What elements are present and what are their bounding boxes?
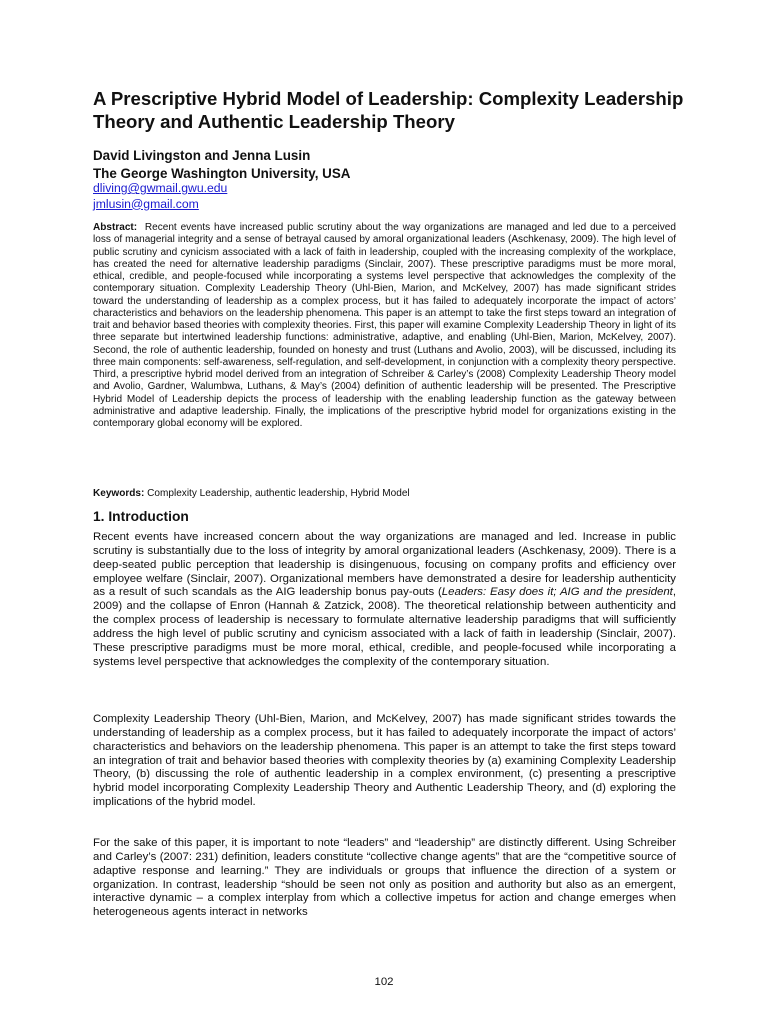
abstract xyxy=(93,222,676,430)
introduction-paragraph-1 xyxy=(93,531,676,669)
keywords-text: Complexity Leadership, authentic leadership, Hybrid Model xyxy=(147,488,410,499)
abstract-text: Recent events have increased public scrutiny about the way organizations are managed and led due to a perceived loss of managerial integrity and a sense of betrayal caused by amoral organizational leaders (Aschkenasy, 2009). The high level of public scrutiny and cynicism associated with a lack of faith in leadership, coupled with the increasing complexity of the workplace, has created the need for alternative leadership paradigms (Sinclair, 2007). These prescriptive paradigms must be more moral, ethical, credible, and people-focused while incorporating a systems level perspective that acknowledges the complexity of the contemporary situation. Complexity Leadership Theory (Uhl-Bien, Marion, and McKelvey, 2007) has made significant strides toward the understanding of leadership as a complex process, but it has failed to adequately incorporate the impact of actors’ characteristics and behaviors on the leadership phenomena. This paper is an attempt to take the first steps toward an integration of trait and behavior based theories with complexity theories. First, this paper will examine Complexity Leadership Theory in light of its three separate but intertwined leadership functions: administrative, adaptive, and enabling (Uhl-Bien, Marion, McKelvey, 2007). Second, the role of authentic leadership, founded on honesty and trust (Luthans and Avolio, 2003), will be discussed, including its three main components: self-awareness, self-regulation, and self-development, in conjunction with a complexity theory perspective. Third, a prescriptive hybrid model derived from an integration of Schreiber & Carley’s (2008) Complexity Leadership Theory model and Avolio, Gardner, Walumbwa, Luthans, & May’s (2004) definition of authentic leadership will be presented. The Prescriptive Hybrid Model of Leadership depicts the process of leadership with the enabling leadership function as the gateway between administrative and adaptive leadership. Finally, the implications of the prescriptive hybrid model for organizations existing in the contemporary global economy will be explored. xyxy=(93,222,676,429)
keywords xyxy=(93,487,676,500)
author-block xyxy=(93,147,693,182)
introduction-paragraph-2: Complexity Leadership Theory (Uhl-Bien, Marion, and McKelvey, 2007) has made significant strides towards the understanding of leadership as a complex process, but it has failed to adequately incorporate the impact of actors’ characteristics and behaviors on the leadership phenomena. This paper is an attempt to take the first steps toward an integration of trait and behavior based theories with complexity theories by (a) examining Complexity Leadership Theory, (b) discussing the role of authentic leadership in a complex environment, (c) presenting a prescriptive hybrid model incorporating Complexity Leadership Theory and Authentic Leadership Theory, and (d) exploring the implications of the hybrid model. xyxy=(93,713,676,809)
page-number: 102 xyxy=(374,976,394,988)
author-affiliation: The George Washington University, USA xyxy=(93,165,351,181)
abstract-label: Abstract: xyxy=(93,222,138,233)
author-emails xyxy=(93,181,693,212)
email-link-2[interactable]: jmlusin@gmail.com xyxy=(93,196,199,211)
paragraph-1-italic-citation: Leaders: Easy does it; AIG and the president xyxy=(441,586,673,599)
email-link-1[interactable]: dliving@gwmail.gwu.edu xyxy=(93,181,228,195)
paragraph-1-part-b: , 2009) and the collapse of Enron (Hannah & Zatzick, 2008). The theoretical relationship between authenticity and the complex process of leadership is necessary to formulate alternative leadership paradigms that will sufficiently address the high level of public scrutiny and cynicism associated with a lack of faith in leadership (Sinclair, 2007). These prescriptive paradigms must be more moral, ethical, credible, and people-focused while incorporating a systems level perspective that acknowledges the complexity of the contemporary situation. xyxy=(93,586,676,668)
paper-title: A Prescriptive Hybrid Model of Leadership: Complexity Leadership Theory and Authentic Leadership Theory xyxy=(93,88,684,132)
keywords-label: Keywords: xyxy=(93,488,145,499)
section-heading-introduction: 1. Introduction xyxy=(93,509,189,524)
author-names: David Livingston and Jenna Lusin xyxy=(93,148,311,163)
paragraph-1-part-a: Recent events have increased concern about the way organizations are managed and led. Increase in public scrutiny is substantially due to the loss of integrity by amoral organizational leaders (Aschkenasy, 2009). There is a deep-seated public perception that leadership is disingenuous, focusing on company profits and efficiency over employee welfare (Sinclair, 2007). Organizational members have demonstrated a desire for leadership authenticity as a result of such scandals as the AIG leadership bonus pay-outs ( xyxy=(93,531,676,599)
introduction-paragraph-3: For the sake of this paper, it is important to note “leaders” and “leadership” are distinctly different. Using Schreiber and Carley’s (2007: 231) definition, leaders constitute “collective change agents” that are the “competitive source of adaptive response and learning.” They are individuals or groups that influence the direction of a system or organization. In contrast, leadership “should be seen not only as position and authority but also as an emergent, interactive dynamic – a complex interplay from which a collective impetus for action and change emerges when heterogeneous agents interact in networks xyxy=(93,837,676,919)
